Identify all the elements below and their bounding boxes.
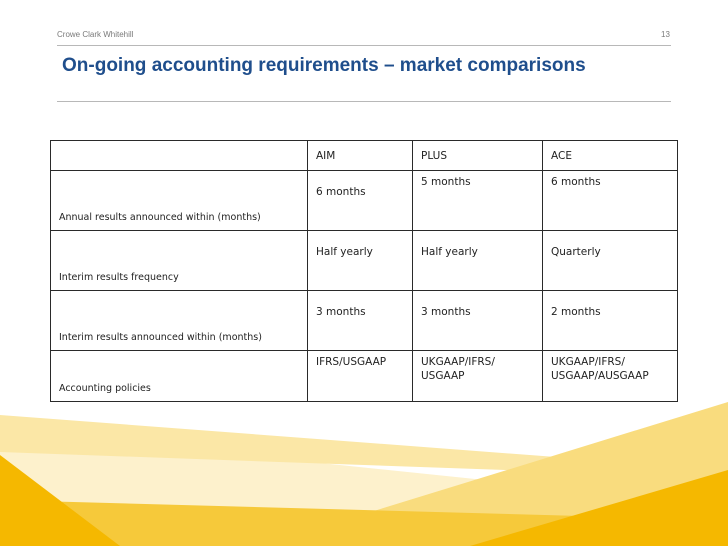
row-label: Accounting policies <box>51 351 308 402</box>
company-name: Crowe Clark Whitehill <box>57 30 134 39</box>
table-row <box>51 231 678 291</box>
cell-aim: IFRS/USGAAP <box>308 351 413 402</box>
header-divider <box>57 45 671 46</box>
cell-ace: Quarterly <box>543 231 678 291</box>
cell-plus: UKGAAP/IFRS/ USGAAP <box>413 351 543 402</box>
cell-plus: 5 months <box>413 171 543 231</box>
row-label: Interim results frequency <box>51 231 308 291</box>
table-header-row <box>51 141 678 171</box>
cell-ace: UKGAAP/IFRS/ USGAAP/AUSGAAP <box>543 351 678 402</box>
page-number: 13 <box>661 30 670 39</box>
cell-aim: Half yearly <box>308 231 413 291</box>
table-row <box>51 291 678 351</box>
header-cell-ace: ACE <box>543 141 678 171</box>
cell-plus: Half yearly <box>413 231 543 291</box>
comparison-table <box>50 140 678 402</box>
header-cell-aim: AIM <box>308 141 413 171</box>
cell-aim: 3 months <box>308 291 413 351</box>
row-label: Annual results announced within (months) <box>51 171 308 231</box>
header-cell-empty <box>51 141 308 171</box>
page-title: On-going accounting requirements – market comparisons <box>62 55 586 76</box>
header-cell-plus: PLUS <box>413 141 543 171</box>
cell-ace: 6 months <box>543 171 678 231</box>
cell-ace: 2 months <box>543 291 678 351</box>
table-row <box>51 171 678 231</box>
row-label: Interim results announced within (months) <box>51 291 308 351</box>
cell-plus: 3 months <box>413 291 543 351</box>
title-divider <box>57 101 671 102</box>
cell-aim: 6 months <box>308 171 413 231</box>
table-row <box>51 351 678 402</box>
